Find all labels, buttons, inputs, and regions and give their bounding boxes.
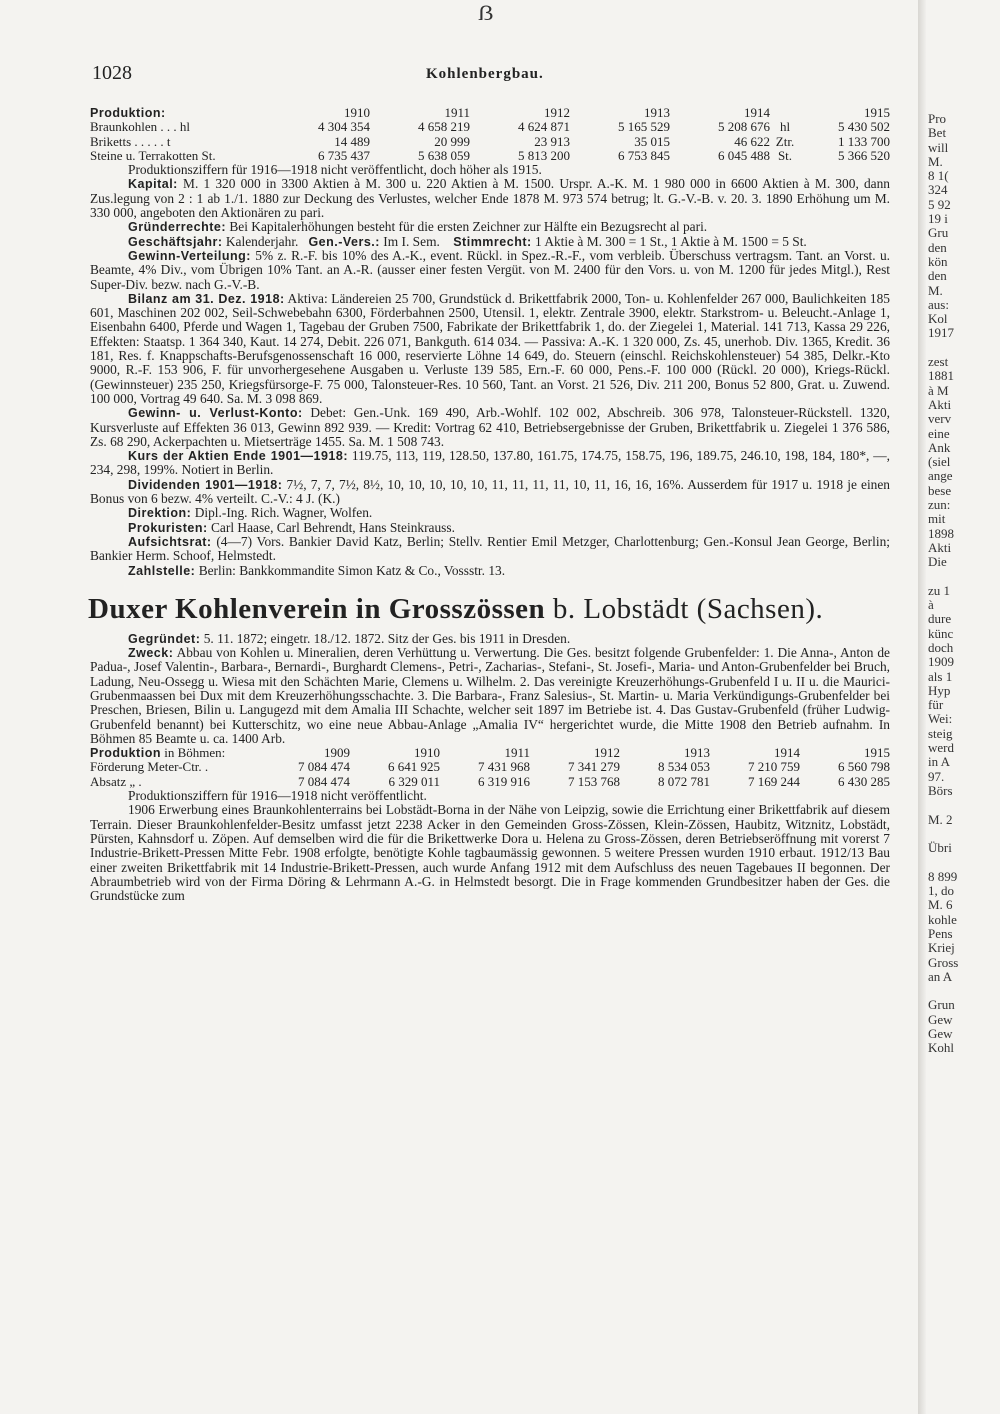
production-value: 5 638 059 [418,147,470,163]
adjacent-line: Kohl [928,1040,954,1056]
section-text: 7½, 7, 7, 7½, 8½, 10, 10, 10, 10, 10, 11, 11, 11, 11, 10, 11, 16, 16, 16%. Ausserdem für 1917 u. 1918 je einen Bonus von 6 bezw. 4% verteilt. C.-V.: 4 J. (K.) [90,476,890,507]
production-value: 7 210 759 [748,759,800,775]
adjacent-line: 1881 [928,368,954,384]
section-dividenden [90,478,890,507]
year-cell: 1914 [744,105,770,120]
year-cell: 1911 [504,745,530,761]
running-title: Kohlenbergbau. [426,66,544,82]
production-value: 5 208 676 [718,119,770,135]
adjacent-line: 1917 [928,325,954,341]
production-row [90,135,890,149]
section-text: Debet: Gen.-Unk. 169 490, Arb.-Wohlf. 102 002, Abschreib. 306 978, Talonsteuer-Rückstell. 1320, Kursverluste auf Effekten 36 013, Gewinn 892 939. — Kredit: Vortrag 62 410, Betriebsergebnisse der Gruben, Brikettfabrik u. Ziegelei 1 376 586, Zs. 68 290, Ackerpachten u. Mietserträge 1455. Sa. M. 1 508 743. [90,405,890,449]
production-table-1 [90,106,890,163]
section-gewinn-verlust [90,406,890,449]
production-value: 7 169 244 [748,773,800,789]
adjacent-line: aus: [928,296,949,312]
section-direktion [90,506,890,520]
adjacent-line [928,984,1000,998]
production-value: 6 735 437 [318,147,370,163]
production-unit: hl [779,119,791,135]
adjacent-line: à [928,597,934,613]
section-text: 119.75, 113, 119, 128.50, 137.80, 161.75, 174.75, 158.75, 196, 189.75, 246.10, 198, 184, 180*, —, 234, 298, 199%. Notiert in Berlin. [90,448,890,478]
production-value: 4 624 871 [518,119,570,135]
production-row-name: Förderung Meter-Ctr. . [90,759,209,775]
adjacent-line: eine [928,425,950,441]
production-value: 4 658 219 [418,119,470,135]
production-note: Produktionsziffern für 1916—1918 nicht veröffentlicht. [128,788,427,804]
section-gewinn-verteilung [90,249,890,292]
adjacent-line: an A [928,968,953,984]
section-zweck [90,646,890,746]
adjacent-line: (siel [928,454,951,470]
production-table-2 [90,746,890,789]
adjacent-line: M. 2 [928,811,953,827]
production-row-name: Braunkohlen . . . hl [90,119,191,135]
section-label: Geschäftsjahr: [128,234,223,249]
production-value: 6 045 488 [718,147,770,163]
year-cell: 1913 [684,745,710,761]
adjacent-line: 1, do [928,883,954,899]
production-value: 6 641 925 [388,759,440,775]
section-text: Im I. Sem. [383,233,440,249]
production-label: Produktion [90,746,161,761]
adjacent-line [928,798,1000,812]
year-cell: 1909 [324,745,350,761]
production-header-row [90,106,890,120]
production-unit: Ztr. [775,133,795,149]
production-value: 5 813 200 [518,147,570,163]
adjacent-line: 324 [928,182,948,198]
section-text: Aktiva: Ländereien 25 700, Grundstück d. Brikettfabrik 2000, Ton- u. Kohlenfelder 267 000, Baulichkeiten 185 601, Maschinen 202 002, Seil-Schwebebahn 6300, Förderbahnen 2500, Utensil. 1, elektr. Zentrale 3900, elektr. Starkstrom- u. Beleucht.-Anlage 1, Eisenbahn 6400, Pferde und Wagen 1, Tagebau der Gruben 7500, Fabrikate der Brikettfabrik 1, do. der Ziegelei 1, Material. 141 713, Kassa 29 226, Effekten: Staatsp. 1 364 340, Kaut. 14 274, Debit. 226 071, Bankguth. 614 034. — Passiva: A.-K. 1 320 000, Zs. 45, unerhob. Div. 1365, Kredit. 36 181, Res. f. Knappschafts-Berufsgenossenschaft 16 000, reservierte Löhne 14 649, do. Steuern (einschl. Reichskohlensteuer) 54 385, Delkr.-Kto 9000, R.-F. 153 906, F. für unvorhergesehene Ausgaben u. Verluste 139 585, Ern.-F. 60 000, Pens.-F. 100 000 (Rückl. 20 000), Kriegs-Rückl. (Gewinnsteuer) 235 250, Kriegsfürsorge-F. 75 000, Talonsteuer-Res. 10 560, Tant. an Vorst. 21 526, Div. 211 200, Bonus 52 800, Grat. u. Zuwend. 100 000, Vortrag 49 640. Sa. M. 3 098 869. [90,290,890,406]
adjacent-line: 8 1( [928,168,949,184]
adjacent-line: verv [928,411,952,427]
production-value: 1 133 700 [838,133,890,149]
production-value: 6 329 011 [388,773,440,789]
adjacent-line: als 1 [928,668,953,684]
adjacent-line: Bet [928,125,947,141]
adjacent-line [928,1056,1000,1070]
adjacent-line: Akti [928,539,952,555]
adjacent-line: Börs [928,782,953,798]
year-cell: 1910 [414,745,440,761]
adjacent-line [928,570,1000,584]
section-label: Kapital: [128,177,178,192]
section-label: Prokuristen: [128,520,208,535]
main-column [90,106,890,903]
production-value: 4 304 354 [318,119,370,135]
adjacent-line [928,855,1000,869]
section-text: Dipl.-Ing. Rich. Wagner, Wolfen. [194,505,373,521]
page-gutter [918,0,926,1414]
section-label: Gewinn-Verteilung: [128,248,251,263]
adjacent-line: Kriej [928,940,955,956]
adjacent-line: Wei: [928,711,953,727]
production-value: 7 084 474 [298,773,350,789]
section-aufsichtsrat [90,535,890,564]
section-label: Stimmrecht: [453,234,532,249]
year-cell: 1912 [594,745,620,761]
adjacent-line: 97. [928,768,945,784]
production-row [90,760,890,774]
production-value: 8 534 053 [658,759,710,775]
production-value: 14 489 [334,133,370,149]
production-value: 8 072 781 [658,773,710,789]
production-value: 35 015 [634,133,670,149]
adjacent-line: will [928,139,949,155]
section-label: Gewinn- u. Verlust-Konto: [128,406,303,421]
adjacent-line: Übri [928,840,952,856]
production-value: 6 560 798 [838,759,890,775]
production-value: 6 753 845 [618,147,670,163]
adjacent-line: in A [928,754,951,770]
adjacent-line: steig [928,725,953,741]
section-text: Kalenderjahr. [225,233,299,249]
page-header [92,62,912,92]
adjacent-line: Die [928,554,947,570]
section-label: Aufsichtsrat: [128,534,212,549]
adjacent-line: den [928,268,947,284]
adjacent-line: Gru [928,225,949,241]
section-kapital [90,177,890,220]
section-label: Gegründet: [128,631,201,646]
adjacent-line: Pro [928,112,947,126]
section-prokuristen [90,521,890,535]
production-value: 20 999 [434,133,470,149]
adjacent-line: M. [928,153,943,169]
adjacent-line: doch [928,639,954,655]
section-gruenderrechte [90,220,890,234]
adjacent-line: à M [928,382,949,398]
year-cell: 1910 [344,105,370,120]
section-geschaeftsjahr [90,235,890,249]
year-cell: 1912 [544,105,570,120]
section-text: Bei Kapitalerhöhungen besteht für die ersten Zeichner zur Hälfte ein Bezugsrecht al pari. [229,219,708,235]
company-name: Duxer Kohlenverein in Grosszössen [88,592,546,625]
adjacent-line: ange [928,468,953,484]
adjacent-line: kön [928,253,948,269]
section-label: Dividenden 1901—1918: [128,477,283,492]
section-label: Zahlstelle: [128,563,196,578]
section-gegruendet [90,632,890,646]
production-note: Produktionsziffern für 1916—1918 nicht veröffentlicht, doch höher als 1915. [128,162,542,178]
section-label: Zweck: [128,646,174,661]
adjacent-line: zun: [928,497,951,513]
adjacent-line: 19 i [928,211,948,227]
production-value: 46 622 [734,133,770,149]
adjacent-line: werd [928,740,954,756]
production-label-rest: in Böhmen: [164,745,226,761]
company-location: b. Lobstädt (Sachsen). [552,592,824,625]
production-value: 7 431 968 [478,759,530,775]
adjacent-line: M. 6 [928,897,953,913]
section-label: Kurs der Aktien Ende 1901—1918: [128,449,348,464]
production-unit: St. [777,147,793,163]
section-text: (4—7) Vors. Bankier David Katz, Berlin; Stellv. Rentier Emil Metzger, Charlottenburg; Gen.-Konsul Jean George, Berlin; Bankier Herm. Schoof, Helmstedt. [90,533,890,564]
production-row [90,149,890,163]
adjacent-line: 5 92 [928,196,951,212]
section-text: Carl Haase, Carl Behrendt, Hans Steinkrauss. [211,519,455,535]
year-cell: 1915 [864,105,890,120]
adjacent-line: M. [928,282,943,298]
company-title [88,592,890,626]
page-number: 1028 [92,62,132,84]
section-text: 5. 11. 1872; eingetr. 18./12. 1872. Sitz der Ges. bis 1911 in Dresden. [203,630,571,646]
production-row-name: Briketts . . . . . t [90,133,171,149]
adjacent-line: bese [928,482,952,498]
adjacent-line [928,827,1000,841]
production-value: 23 913 [534,133,570,149]
production-value: 5 430 502 [838,119,890,135]
adjacent-line: kohle [928,911,957,927]
production-row-name: Absatz „ . [90,773,142,789]
adjacent-line: zest [928,354,949,370]
section-text: M. 1 320 000 in 3300 Aktien à M. 300 u. 220 Aktien à M. 1500. Urspr. A.-K. M. 1 980 000 in 6600 Aktien à M. 300, dann Zus.legung von 2 : 1 ab 1./1. 1880 zur Deckung des Verlustes, welcher Ende 1878 M. 973 574 betrug; lt. G.-V.-B. v. 20. 3. 1890 Erhöhung um M. 330 000, angeboten den Aktionären zu pari. [90,176,890,221]
adjacent-line: 8 899 [928,868,958,884]
section-bilanz [90,292,890,406]
adjacent-line: für [928,697,944,713]
production-label: Produktion: [90,106,166,120]
adjacent-line: den [928,239,947,255]
adjacent-line: Gew [928,1026,953,1041]
production-value: 7 084 474 [298,759,350,775]
adjacent-line: dure [928,611,952,627]
production-value: 5 165 529 [618,119,670,135]
adjacent-line: Hyp [928,682,951,698]
history-paragraph: 1906 Erwerbung eines Braunkohlenterrains bei Lobstädt-Borna in der Nähe von Leipzig, sowie die Errichtung einer Brikettfabrik auf diesem Terrain. Dieser Braunkohlenfelder-Besitz umfasst jetzt 2238 Acker in den Gemeinden Gross-Zössen, Klein-Zössen, Haubitz, Witznitz, Lobstädt, Pürsten, Kahnsdorf u. Zöpen. Auf demselben wird die für die Brikettwerke Dora u. Helena zu Gross-Zössen, deren Betriebseröffnung mit vorerst 7 Industrie-Brikett-Pressen Mitte Febr. 1908 erfolgte, benötigte Kohle tagbaumässig gewonnen. 5 weitere Pressen wurden 1910 erbaut. 1912/13 Bau einer zweiten Brikettfabrik mit 14 Industrie-Brikett-Pressen, auch wurde Anfang 1912 mit dem Aufschluss des neuen Tagebaues II begonnen. Der Abraumbetrieb wird von der Firma Döring & Lehrmann A.-G. in Helmstedt besorgt. Die in Frage kommenden Grundbesitzer haben der Ges. die Grundstücke zum [90,802,890,904]
production-value: 5 366 520 [838,147,890,163]
adjacent-line: Kol [928,311,948,327]
adjacent-line: zu 1 [928,582,951,598]
production-row [90,120,890,134]
production-value: 7 341 279 [568,759,620,775]
production-header-row [90,746,890,760]
section-text: Abbau von Kohlen u. Mineralien, deren Verhüttung u. Verwertung. Die Ges. besitzt folgende Grubenfelder: 1. Die Anna-, Anton de Padua-, Josef Valentin-, Barbara-, Bernardi-, Burghardt Clemens-, Petri-, Zacharias-, Stefani-, St. Josefi-, Maria- und Anton-Grubenfelder bei Bruch, Ladung, Neu-Ossegg u. Wiesa mit den Schächten Marie, Clemens u. Wilhelm. 2. Das vereinigte Kreuzerhöhungs-Grubenfeld I u. II u. die Maurici-Grubenmaassen bei Dux mit dem Kreuzerhöhungsschachte. 3. Die Barbara-, Franz Salesius-, St. Martin- u. Maria Verkündigungs-Grubenfelder bei Preschen, Briesen, Bilin u. Langugezd mit dem Amalia III Schachte, welcher seit 1897 im Betriebe ist. 4. Das Gustav-Grubenfeld (früher Ludwig-Grubenfeld benannt) bei Kutterschitz, wo eine neue Abbau-Anlage „Amalia IV“ hergerichtet wurde, die Mitte 1908 den Betrieb aufnahm. In Böhmen 85 Beamte u. ca. 1400 Arb. [90,645,891,746]
adjacent-line: 1898 [928,525,954,541]
production-value: 6 430 285 [838,773,890,789]
section-label: Bilanz am 31. Dez. 1918: [128,291,285,306]
production-value: 7 153 768 [568,773,620,789]
section-kurs [90,449,890,478]
adjacent-line: Grun [928,997,955,1013]
adjacent-line: Akti [928,396,952,412]
adjacent-line: Gew [928,1011,953,1027]
adjacent-page-column [928,112,1000,1070]
section-label: Direktion: [128,506,192,521]
year-cell: 1914 [774,745,800,761]
adjacent-line: 1909 [928,654,954,670]
year-cell: 1913 [644,105,670,120]
adjacent-line: Pens [928,925,953,941]
year-cell: 1911 [444,105,470,120]
scan-mark: ẞ [478,0,494,25]
section-zahlstelle [90,564,890,578]
production-row-name: Steine u. Terrakotten St. [90,147,216,163]
production-value: 6 319 916 [478,773,530,789]
section-label: Gen.-Vers.: [308,234,380,249]
section-label: Gründerrechte: [128,220,226,235]
adjacent-line: künc [928,625,954,641]
production-row [90,775,890,789]
adjacent-line: Ank [928,439,951,455]
year-cell: 1915 [864,745,890,761]
adjacent-line: mit [928,511,946,527]
section-text: 5% z. R.-F. bis 10% des A.-K., event. Rückl. in Spez.-R.-F., vom verbleib. Überschuss vertragsm. Tant. an Vorst. u. Beamte, 4% Div., vom Übrigen 10% Tant. an A.-R. (ausser einer festen Vergüt. von M. 2400 für den Vors. u. von M. 1200 für jedes Mitgl.), Rest Super-Div. bezw. nach G.-V.-B. [90,247,890,292]
section-text: 1 Aktie à M. 300 = 1 St., 1 Aktie à M. 1500 = 5 St. [535,233,807,249]
adjacent-line: Gross [928,954,959,970]
adjacent-line [928,341,1000,355]
section-text: Berlin: Bankkommandite Simon Katz & Co., Vossstr. 13. [198,562,506,578]
